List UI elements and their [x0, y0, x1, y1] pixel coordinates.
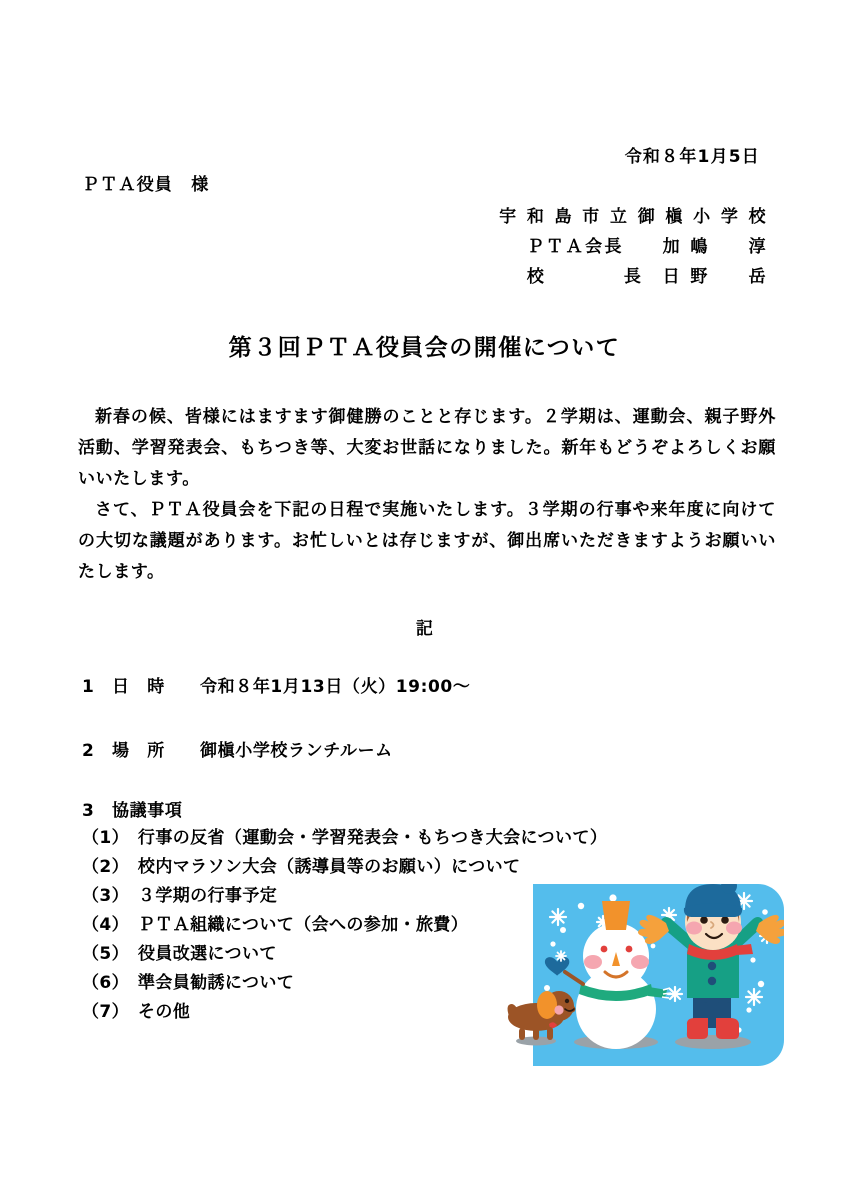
agenda-item: （6） 準会員勧誘について	[82, 973, 295, 993]
signature-block	[0, 202, 768, 292]
winter-snowman-child-dog-illustration	[503, 884, 784, 1066]
body-paragraph-1: 新春の候、皆様にはますます御健勝のことと存じます。２学期は、運動会、親子野外活動、学習発表会、もちつき等、大変お世話になりました。新年もどうぞよろしくお願いいたします。	[78, 407, 776, 489]
signature-pta-president: ＰＴＡ会長 加 嶋 淳	[526, 237, 768, 257]
agenda-item: （3） ３学期の行事予定	[82, 886, 278, 906]
signature-school: 宇 和 島 市 立 御 槇 小 学 校	[499, 207, 768, 227]
signature-principal: 校 長 日 野 岳	[526, 267, 768, 287]
agenda-item: （7） その他	[82, 1002, 191, 1022]
body-paragraph-2: さて、ＰＴＡ役員会を下記の日程で実施いたします。３学期の行事や来年度に向けての大切な議題があります。お忙しいとは存じますが、御出席いただきますようお願いいたします。	[78, 500, 776, 582]
ki-marker: 記	[416, 619, 433, 639]
item-datetime: 1 日 時 令和８年1月13日（火）19:00～	[82, 677, 471, 697]
document-date: 令和８年1月5日	[624, 147, 760, 167]
agenda-item: （4） ＰＴＡ組織について（会への参加・旅費）	[82, 915, 469, 935]
agenda-item: （1） 行事の反省（運動会・学習発表会・もちつき大会について）	[82, 828, 608, 848]
item-agenda-heading: 3 協議事項	[82, 801, 183, 821]
agenda-item: （2） 校内マラソン大会（誘導員等のお願い）について	[82, 857, 521, 877]
document-title: 第３回ＰＴＡ役員会の開催について	[228, 335, 621, 361]
document-body	[78, 402, 776, 588]
item-place: 2 場 所 御槇小学校ランチルーム	[82, 741, 393, 761]
addressee-line: ＰＴＡ役員 様	[82, 175, 210, 195]
agenda-item: （5） 役員改選について	[82, 944, 277, 964]
